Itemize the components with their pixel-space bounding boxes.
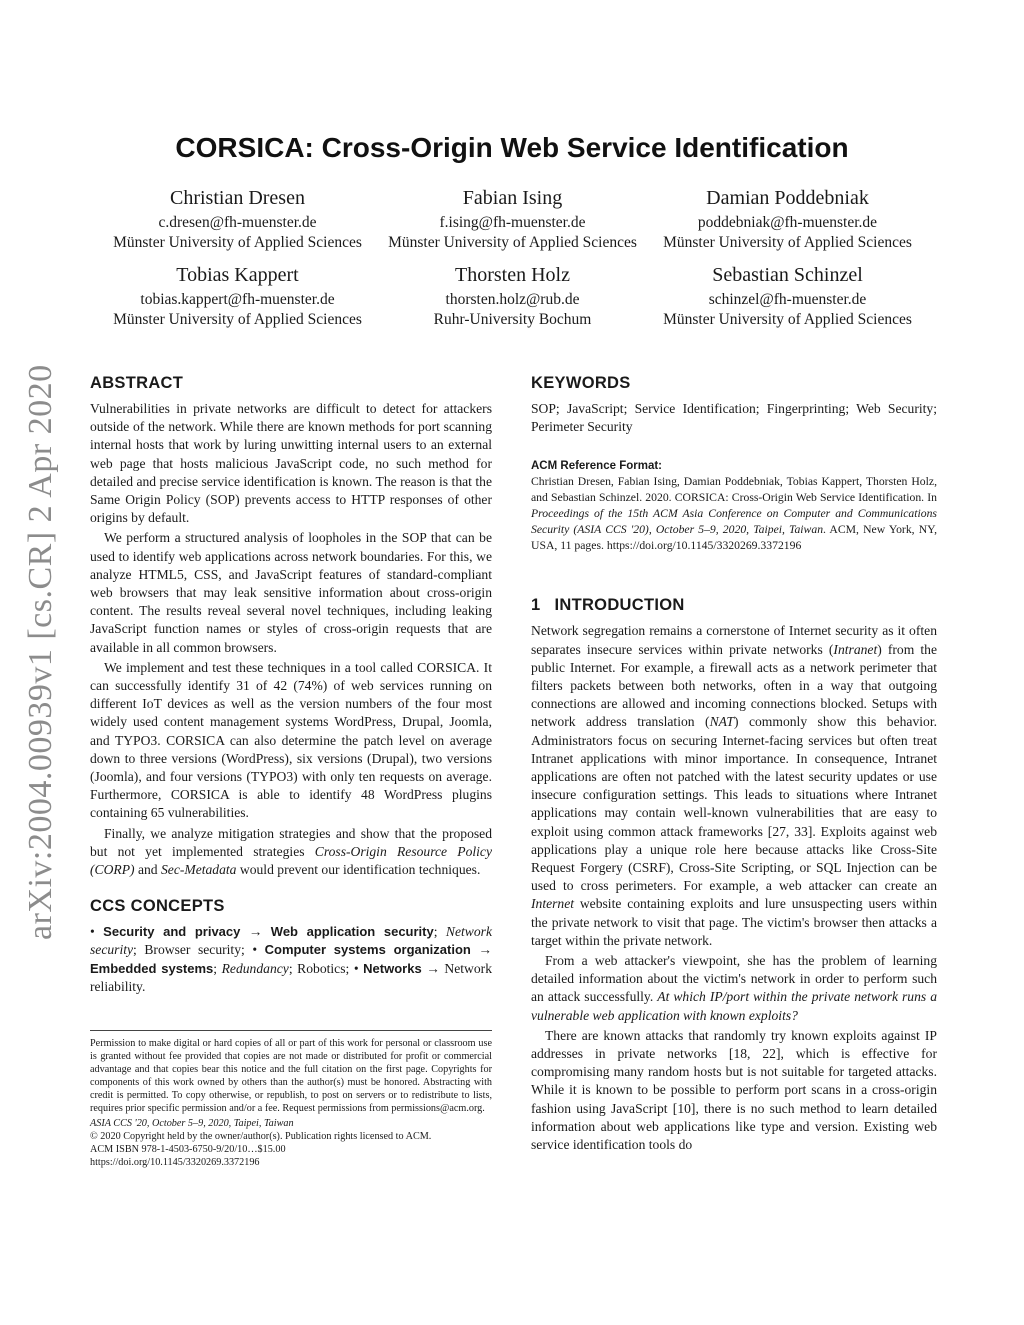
isbn-line: ACM ISBN 978-1-4503-6750-9/20/10…$15.00 [90, 1143, 286, 1155]
abstract-paragraph: Vulnerabilities in private networks are difficult to detect for attackers outside of the network. While there are known methods for port scanning internal hosts that work by luring unwitting internal users to an external web page that hosts malicious JavaScript code, no such method for detailed and precise service identification is known. The reason is that the Same Origin Policy (SOP) prevents access to HTTP responses of other origins by default. [90, 401, 492, 526]
right-column [531, 372, 937, 1154]
abstract-paragraph: We perform a structured analysis of loopholes in the SOP that can be used to identify web applications across network boundaries. For this, we analyze HTML5, CSS, and JavaScript features of standard-compliant web browsers that may leak sensitive information about cross-origin content. The results reveal several novel techniques, including leaking JavaScript function names or styles of cross-origin requests that are available in all common browsers. [90, 530, 492, 655]
text-run: website containing exploits and lure unsuspecting users within the private network to visit that page. The victim's browser then attacks a target within the private network. [531, 896, 937, 948]
ccs-term: Network security [90, 924, 492, 958]
keywords-heading: KEYWORDS [531, 374, 631, 392]
reference-label: ACM Reference Format: [531, 460, 662, 473]
abstract-paragraph [90, 825, 492, 880]
ccs-term: Security and privacy [103, 924, 241, 940]
author-affiliation: Münster University of Applied Sciences [663, 311, 912, 328]
author-affiliation: Münster University of Applied Sciences [113, 234, 362, 251]
venue-line: ASIA CCS '20, October 5–9, 2020, Taipei, Taiwan [90, 1117, 294, 1129]
italic-term: Sec-Metadata [160, 862, 237, 878]
author-affiliation: Münster University of Applied Sciences [388, 234, 637, 251]
ccs-term: Embedded systems [90, 960, 214, 976]
author-name: Sebastian Schinzel [712, 264, 863, 286]
arxiv-identifier: arXiv:2004.00939v1 [cs.CR] 2 Apr 2020 [22, 364, 59, 940]
author-name: Damian Poddebniak [706, 187, 869, 209]
author-card [650, 263, 925, 330]
author-row-1 [100, 186, 925, 253]
text-run: . ACM, New York, NY, USA, 11 pages. https://doi.org/10.1145/3320269.3372196 [531, 523, 937, 553]
text-run: and [134, 862, 161, 878]
author-affiliation: Münster University of Applied Sciences [113, 311, 362, 328]
text-run: → [240, 924, 271, 940]
text-run: ; [213, 960, 222, 976]
reference-text [531, 474, 937, 554]
author-name: Christian Dresen [170, 187, 305, 209]
italic-term: Cross-Origin Resource Policy (CORP) [90, 843, 492, 878]
italic-term: Intranet [833, 641, 878, 657]
abstract-paragraph: We implement and test these techniques in a tool called CORSICA. It can successfully identify 31 of 42 (74%) of web services running on different IoT devices as well as the version numbers of the four most widely used content management systems WordPress, Drupal, Joomla, and TYPO3. CORSICA can also determine the patch level on average down to three versions (WordPress), six versions (Drupal), two versions (Joomla), and four versions (TYPO3) with only ten requests on average. Furthermore, CORSICA is able to identify 48 WordPress plugins containing 65 vulnerabilities. [90, 659, 492, 821]
author-card [375, 263, 650, 330]
abstract-heading: ABSTRACT [90, 374, 184, 392]
author-email: poddebniak@fh-muenster.de [697, 214, 878, 231]
author-block [100, 186, 925, 340]
copyright-line: © 2020 Copyright held by the owner/author(s). Publication rights licensed to ACM. [90, 1130, 432, 1142]
paper-title: CORSICA: Cross-Origin Web Service Identification [175, 132, 849, 163]
intro-paragraph [531, 622, 937, 950]
left-column [90, 372, 492, 996]
author-card [375, 186, 650, 253]
text-run: ) commonly show this behavior. Administrators focus on securing Internet-facing services but often treat Intranet applications with minor importance. In consequence, Intranet applications are often not patched with the latest security updates or use insecure configuration settings. This leads to situations where Intranet applications may contain well-known vulnerabilities that are easy to exploit using common attack frameworks [27, 33]. Exploits against web applications play a unique role here because attacks like Cross-Site Request Forgery (CSRF), Cross-Site Scripting, or SQL Injection can be used to cross perimeters. For example, a web attacker can create an [531, 714, 937, 894]
section-number: 1 [531, 596, 541, 615]
ccs-term: Networks [363, 960, 422, 976]
text-run: • [90, 924, 104, 940]
italic-term: Internet [531, 896, 575, 912]
text-run: ; Browser security; • [133, 942, 265, 958]
section-title: INTRODUCTION [554, 596, 685, 615]
text-run: From a web attacker's viewpoint, she has the problem of learning detailed information about the victim's network in order to perform such an attack successfully. [531, 953, 937, 1005]
author-row-2 [100, 263, 925, 330]
ccs-heading: CCS CONCEPTS [90, 897, 225, 916]
italic-term: NAT [709, 714, 734, 730]
ccs-term: Computer systems organization [264, 942, 471, 958]
author-name: Tobias Kappert [176, 264, 299, 286]
author-card [100, 263, 375, 330]
ccs-concepts-text [90, 923, 492, 996]
text-run: → Network reliability. [90, 960, 492, 994]
text-run: Finally, we analyze mitigation strategies and show that the proposed but not yet implemented strategies [90, 825, 492, 859]
author-card [650, 186, 925, 253]
research-question: At which IP/port within the private network runs a vulnerable web application with known exploits? [531, 989, 937, 1023]
permission-footnote [90, 1030, 492, 1169]
acm-reference [531, 458, 937, 554]
text-run: → [470, 942, 492, 958]
author-email: thorsten.holz@rub.de [445, 291, 580, 308]
author-card [100, 186, 375, 253]
intro-paragraph: There are known attacks that randomly try known exploits against IP addresses in private networks [18, 22], which is effective for compromising many random hosts but is not suitable for targeted attacks. While it is known to be possible to perform port scans in a cross-origin fashion using JavaScript [10], there is no such method to learn detailed information about web applications like type and version. Existing web service identification tools do [531, 1027, 937, 1153]
text-run: would prevent our identification techniques. [236, 862, 481, 878]
ccs-term: Web application security [270, 924, 434, 940]
author-affiliation: Ruhr-University Bochum [433, 311, 592, 328]
author-email: f.ising@fh-muenster.de [439, 214, 586, 231]
author-name: Thorsten Holz [455, 264, 570, 286]
text-run: Christian Dresen, Fabian Ising, Damian Poddebniak, Tobias Kappert, Thorsten Holz, and Sebastian Schinzel. 2020. CORSICA: Cross-Origin Web Service Identification. In [531, 475, 937, 505]
author-affiliation: Münster University of Applied Sciences [663, 234, 912, 251]
doi-line: https://doi.org/10.1145/3320269.3372196 [90, 1156, 260, 1168]
text-run: ; Robotics; • [288, 960, 364, 976]
text-run: Network segregation remains a cornerstone of Internet security as it often separates insecure services within private networks ( [531, 623, 937, 657]
author-name: Fabian Ising [462, 187, 563, 209]
text-run: ) from the public Internet. For example, a firewall acts as a network perimeter that filters packets between both networks, often in a way that outgoing connections are allowed and incoming connections blocked. Setups with network address translation ( [531, 641, 938, 730]
text-run: ; [433, 924, 446, 940]
keywords-text: SOP; JavaScript; Service Identification; Fingerprinting; Web Security; Perimeter Security [531, 401, 937, 435]
reference-venue: Proceedings of the 15th ACM Asia Conference on Computer and Communications Security (ASIA CCS '20), October 5–9, 2020, Taipei, Taiwan [531, 507, 937, 537]
author-email: tobias.kappert@fh-muenster.de [140, 291, 335, 308]
introduction-heading [531, 594, 937, 616]
author-email: schinzel@fh-muenster.de [708, 291, 867, 308]
ccs-term: Redundancy [221, 960, 289, 976]
intro-paragraph [531, 952, 937, 1025]
permission-text: Permission to make digital or hard copies of all or part of this work for personal or classroom use is granted without fee provided that copies are not made or distributed for profit or commercial advantage and that copies bear this notice and the full citation on the first page. Copyrights for components of this work owned by others than the author(s) must be honored. Abstracting with credit is permitted. To copy otherwise, or republish, to post on servers or to redistribute to lists, requires prior specific permission and/or a fee. Request permissions from permissions@acm.org. [90, 1038, 492, 1115]
author-email: c.dresen@fh-muenster.de [158, 214, 317, 231]
